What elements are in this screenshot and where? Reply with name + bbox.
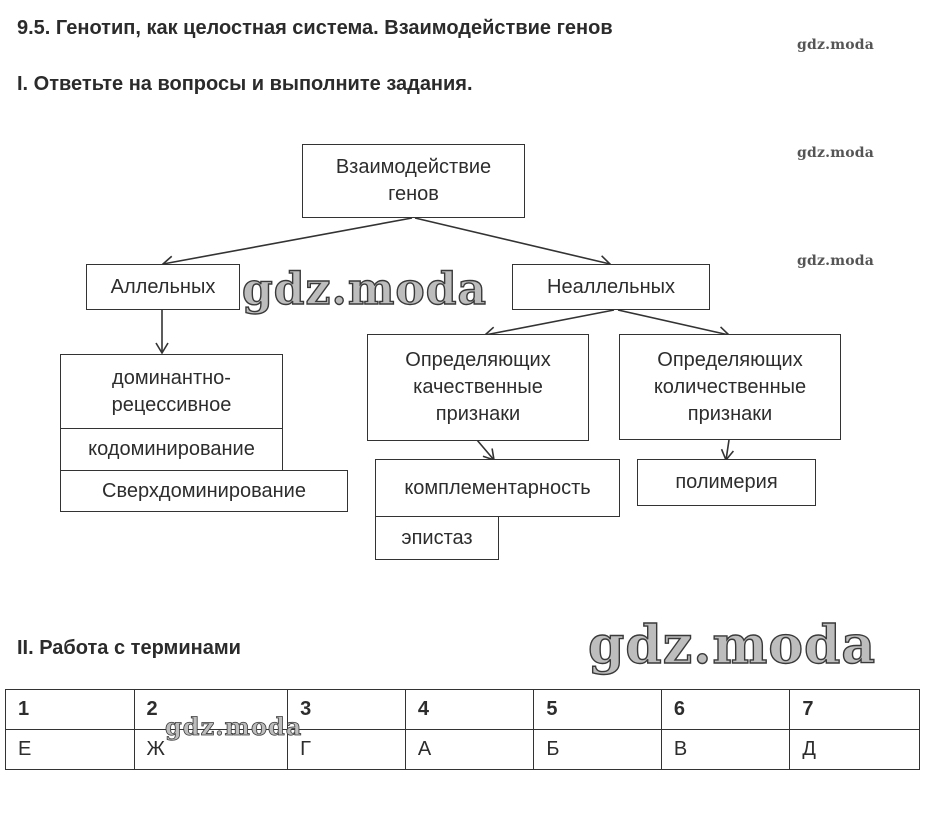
- watermark-large: gdz.moda: [242, 264, 488, 315]
- page-title: 9.5. Генотип, как целостная система. Взаимодействие генов: [17, 17, 613, 39]
- box-complementarity: комплементарность: [375, 459, 620, 517]
- table-cell: Ж: [134, 730, 288, 770]
- table-cell: 5: [534, 690, 661, 730]
- box-epistasis: эпистаз: [375, 516, 499, 560]
- table-cell: В: [661, 730, 790, 770]
- table-row-answers: [6, 730, 920, 770]
- arrow-root-to-nonallelic: [415, 218, 610, 264]
- watermark-small: gdz.moda: [797, 253, 875, 269]
- table-cell: Е: [6, 730, 135, 770]
- table-cell: 7: [790, 690, 920, 730]
- box-polymery: полимерия: [637, 459, 816, 506]
- table-cell: 3: [288, 690, 406, 730]
- table-cell: 6: [661, 690, 790, 730]
- watermark-large: gdz.moda: [588, 615, 877, 676]
- arrow-root-to-allelic: [163, 218, 412, 264]
- arrow-nonallelic-to-quantitative: [618, 310, 729, 335]
- table-cell: Б: [534, 730, 661, 770]
- box-nonallelic: Неаллельных: [512, 264, 710, 310]
- section-2-heading: II. Работа с терминами: [17, 637, 241, 659]
- table-cell: 2: [134, 690, 288, 730]
- arrow-quantitative-down: [726, 440, 729, 460]
- box-allelic: Аллельных: [86, 264, 240, 310]
- table-row-numbers: [6, 690, 920, 730]
- table-cell: 4: [405, 690, 534, 730]
- box-overdominance: Сверхдоминирование: [60, 470, 348, 512]
- watermark-small: gdz.moda: [797, 37, 875, 53]
- box-codominance: кодоминирование: [60, 428, 283, 471]
- box-qualitative-traits: Определяющих качественные признаки: [367, 334, 589, 441]
- box-gene-interaction: Взаимодействие генов: [302, 144, 525, 218]
- watermark-small: gdz.moda: [797, 145, 875, 161]
- watermark-table: gdz.moda: [165, 712, 303, 741]
- terms-table: [5, 689, 920, 770]
- arrow-qualitative-down: [477, 440, 494, 460]
- arrow-nonallelic-to-qualitative: [485, 310, 614, 335]
- box-quantitative-traits: Определяющих количественные признаки: [619, 334, 841, 440]
- table-cell: А: [405, 730, 534, 770]
- table-cell: Д: [790, 730, 920, 770]
- table-cell: Г: [288, 730, 406, 770]
- box-dominant-recessive: доминантно- рецессивное: [60, 354, 283, 429]
- table-cell: 1: [6, 690, 135, 730]
- section-1-heading: I. Ответьте на вопросы и выполните задания.: [17, 73, 473, 95]
